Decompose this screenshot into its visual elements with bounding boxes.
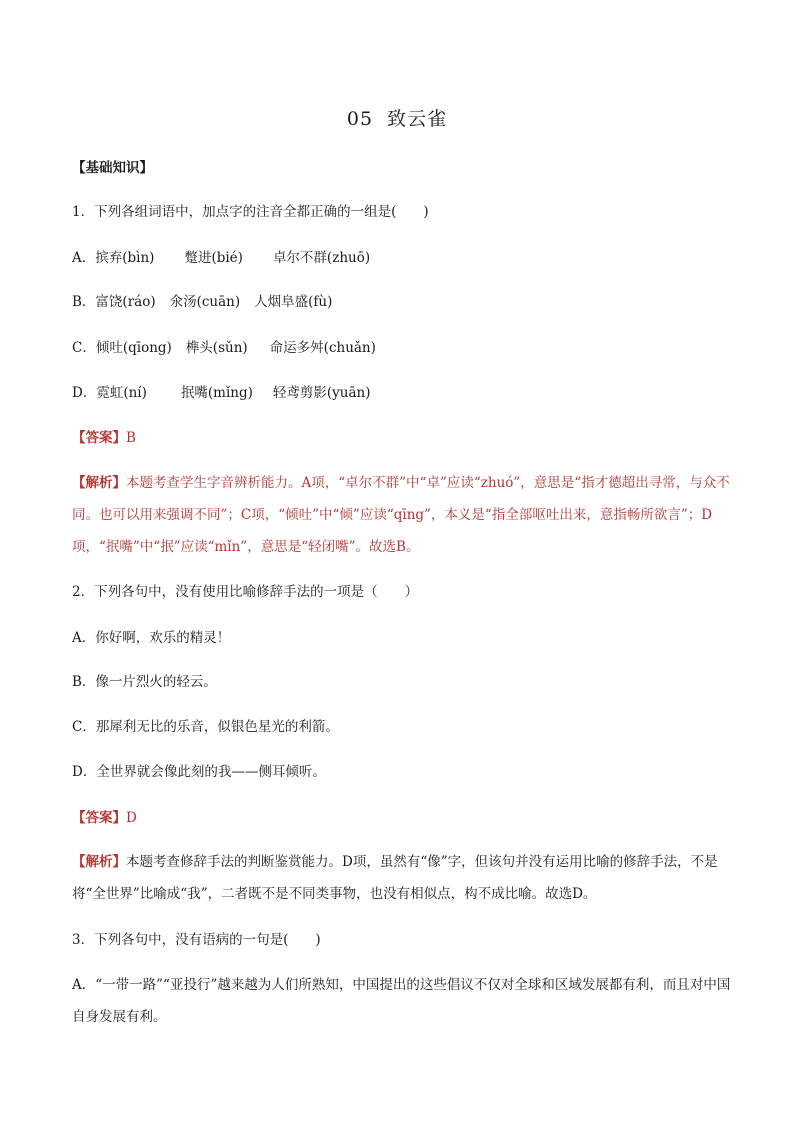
q2-stem: 2．下列各句中，没有使用比喻修辞手法的一项是（ ） (72, 584, 419, 600)
q1-option-b (72, 292, 732, 312)
answer-value: B (126, 430, 136, 446)
option-label: A． (72, 250, 96, 266)
option-item: 蹩进(bié) (184, 250, 243, 266)
q3-option-a (72, 969, 732, 1033)
title-number: 05 (346, 108, 374, 130)
option-label: C． (72, 719, 96, 735)
answer-tag: 【答案】 (72, 810, 126, 826)
q2-option-d (72, 762, 732, 782)
option-item: 摈弃(bìn) (95, 250, 155, 266)
q2-option-b (72, 672, 732, 692)
analysis-text: 本题考查修辞手法的判断鉴赏能力。D项，虽然有“像”字，但该句并没有运用比喻的修辞手法，不是将“全世界”比喻成“我”，二者既不是不同类事物，也没有相似点，构不成比喻。故选D。 (72, 854, 718, 902)
option-item: 霓虹(ní) (96, 385, 147, 401)
option-item: 卓尔不群(zhuō) (272, 250, 371, 266)
option-label: B． (72, 674, 96, 690)
q3-stem: 3．下列各句中，没有语病的一句是( ) (72, 932, 321, 948)
option-text: 你好啊，欢乐的精灵！ (95, 630, 231, 646)
option-text: 像一片烈火的轻云。 (95, 674, 217, 690)
q2-option-c (72, 717, 732, 737)
analysis-tag: 【解析】 (72, 854, 126, 870)
q2-analysis (72, 846, 732, 910)
q2-answer (72, 808, 732, 828)
page-title (0, 104, 794, 131)
analysis-text: 本题考查学生字音辨析能力。A项，“卓尔不群”中“卓”应读“zhuó”，意思是“指才德超出寻常，与众不同。也可以用来强调不同”；C项，“倾吐”中“倾”应读“qīng”，本义是“指全部呕吐出来，意指畅所欲言”；D项，“抿嘴”中“抿”应读“mǐn”，意思是“轻闭嘴”。故选B。 (72, 475, 730, 555)
q1-option-c (72, 338, 732, 358)
section-heading: 【基础知识】 (72, 160, 153, 176)
option-label: D． (72, 764, 97, 780)
option-label: D． (72, 385, 97, 401)
option-item: 富饶(ráo) (95, 294, 156, 310)
answer-value: D (126, 810, 137, 826)
option-item: 氽汤(cuān) (169, 294, 241, 310)
option-item: 抿嘴(mǐng) (180, 385, 253, 401)
option-label: C． (72, 340, 96, 356)
title-text: 致云雀 (387, 108, 448, 130)
option-label: B． (72, 294, 96, 310)
option-item: 榫头(sǔn) (185, 340, 248, 356)
option-text: 全世界就会像此刻的我——侧耳倾听。 (96, 764, 326, 780)
answer-tag: 【答案】 (72, 430, 126, 446)
q1-option-a (72, 248, 732, 268)
q1-option-d (72, 383, 732, 403)
q2-option-a (72, 628, 732, 648)
q1-analysis (72, 467, 732, 563)
option-text: “一带一路”“亚投行”越来越为人们所熟知，中国提出的这些倡议不仅对全球和区域发展都有利，而且对中国自身发展有利。 (72, 977, 731, 1025)
option-text: 那犀利无比的乐音，似银色星光的利箭。 (95, 719, 339, 735)
option-label: A． (72, 977, 96, 993)
q1-stem: 1．下列各组词语中，加点字的注音全都正确的一组是( ) (72, 204, 429, 220)
option-item: 倾吐(qīong) (95, 340, 172, 356)
q1-answer (72, 428, 732, 448)
option-item: 轻鸢剪影(yuān) (272, 385, 371, 401)
option-item: 人烟阜盛(fù) (254, 294, 333, 310)
option-label: A． (72, 630, 96, 646)
analysis-tag: 【解析】 (72, 475, 126, 491)
option-item: 命运多舛(chuǎn) (269, 340, 376, 356)
